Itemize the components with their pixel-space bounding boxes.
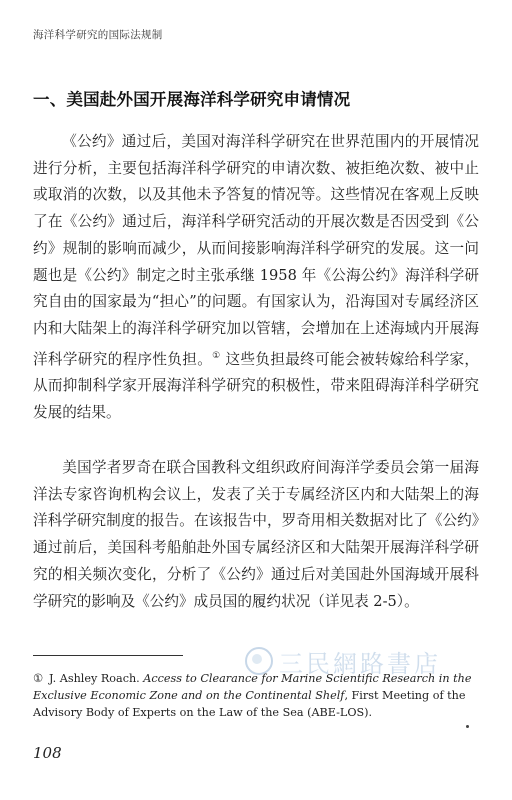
footnote [33,670,479,721]
paragraph-2-text: 美国学者罗奇在联合国教科文组织政府间海洋学委员会第一届海洋法专家咨询机构会议上，发表了关于专属经济区内和大陆架上的海洋科学研究制度的报告。在该报告中，罗奇用相关数据对比了《公约》通过前后，美国科考船舶赴外国专属经济区和大陆架开展海洋科学研究的相关频次变化，分析了《公约》通过后对美国赴外国海域开展科学研究的影响及《公约》成员国的履约状况（详见表 2-5）。 [33,459,479,610]
paragraph-2 [33,455,479,615]
footnote-marker: ① [33,672,44,685]
footnote-author: J. Ashley Roach. [49,672,140,685]
print-speck [466,725,469,728]
section-heading: 一、美国赴外国开展海洋科学研究申请情况 [33,90,351,109]
paragraph-1-tail: 这些负担最终可能会被转嫁给科学家，从而抑制科学家开展海洋科学研究的积极性，带来阻碍海洋科学研究发展的结果。 [33,350,479,422]
running-header: 海洋科学研究的国际法规制 [33,29,163,41]
paragraph-1-text: 《公约》通过后，美国对海洋科学研究在世界范围内的开展情况进行分析，主要包括海洋科学研究的申请次数、被拒绝次数、被中止或取消的次数，以及其他未予答复的情况等。这些情况在客观上反映了在《公约》通过后，海洋科学研究活动的开展次数是否因受到《公约》规制的影响而减少，从而间接影响海洋科学研究的发展。这一问题也是《公约》制定之时主张承继 1958 年《公海公约》海洋科学研究自由的国家最为“担心”的问题。有国家认为，沿海国对专属经济区内和大陆架上的海洋科学研究加以管辖，会增加在上述海域内开展海洋科学研究的程序性负担。 [33,133,479,368]
footnote-title: Access to Clearance for Marine Scientific Research in the Exclusive Economic Zone and on the Continental Shelf [33,672,472,702]
footnote-divider [33,655,183,656]
footnote-rest: , First Meeting of the Advisory Body of Experts on the Law of the Sea (ABE-LOS). [33,689,466,719]
page-number: 108 [33,744,62,762]
paragraph-1 [33,129,479,427]
watermark-text: 三民網路書店 [279,649,441,678]
footnote-reference[interactable]: ① [212,350,221,361]
